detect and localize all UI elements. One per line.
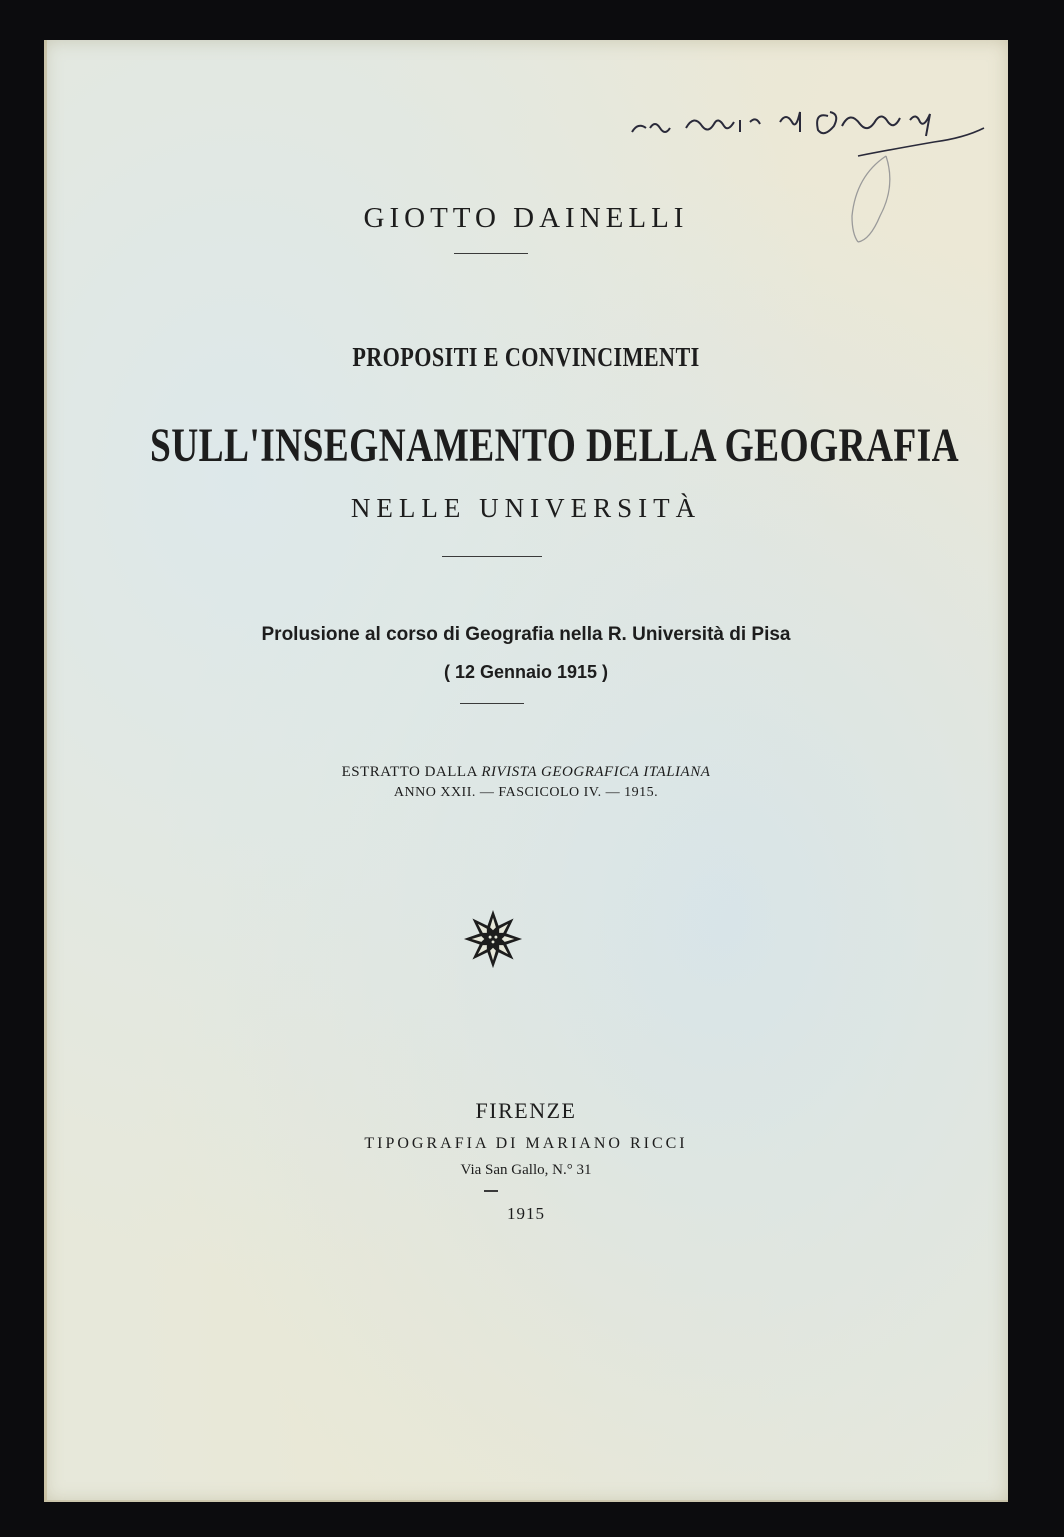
author-name: GIOTTO DAINELLI (363, 202, 689, 234)
title-prefix: PROPOSITI E CONVINCIMENTI (352, 342, 700, 372)
edelweiss-flower-icon (462, 908, 524, 970)
publication-year: 1915 (507, 1204, 545, 1223)
publication-city: FIRENZE (475, 1098, 577, 1123)
extract-source (44, 764, 1008, 781)
journal-name: RIVISTA GEOGRAFICA ITALIANA (481, 764, 711, 780)
lecture-date: ( 12 Gennaio 1915 ) (443, 662, 609, 682)
divider-rule (442, 556, 542, 557)
divider-rule (454, 253, 528, 254)
extract-prefix: ESTRATTO DALLA (341, 764, 482, 780)
subtitle: NELLE UNIVERSITÀ (350, 493, 702, 523)
printer-name: TIPOGRAFIA DI MARIANO RICCI (364, 1135, 688, 1152)
handwritten-inscription (620, 70, 990, 160)
main-title: SULL'INSEGNAMENTO DELLA GEOGRAFIA (150, 419, 960, 472)
pamphlet-cover (44, 40, 1008, 1502)
lecture-description: Prolusione al corso di Geografia nella R. Università di Pisa (261, 624, 791, 645)
divider-rule (460, 703, 524, 704)
extract-issue: ANNO XXII. — FASCICOLO IV. — 1915. (393, 785, 659, 800)
printer-address: Via San Gallo, N.° 31 (460, 1162, 592, 1178)
divider-rule (484, 1190, 498, 1192)
